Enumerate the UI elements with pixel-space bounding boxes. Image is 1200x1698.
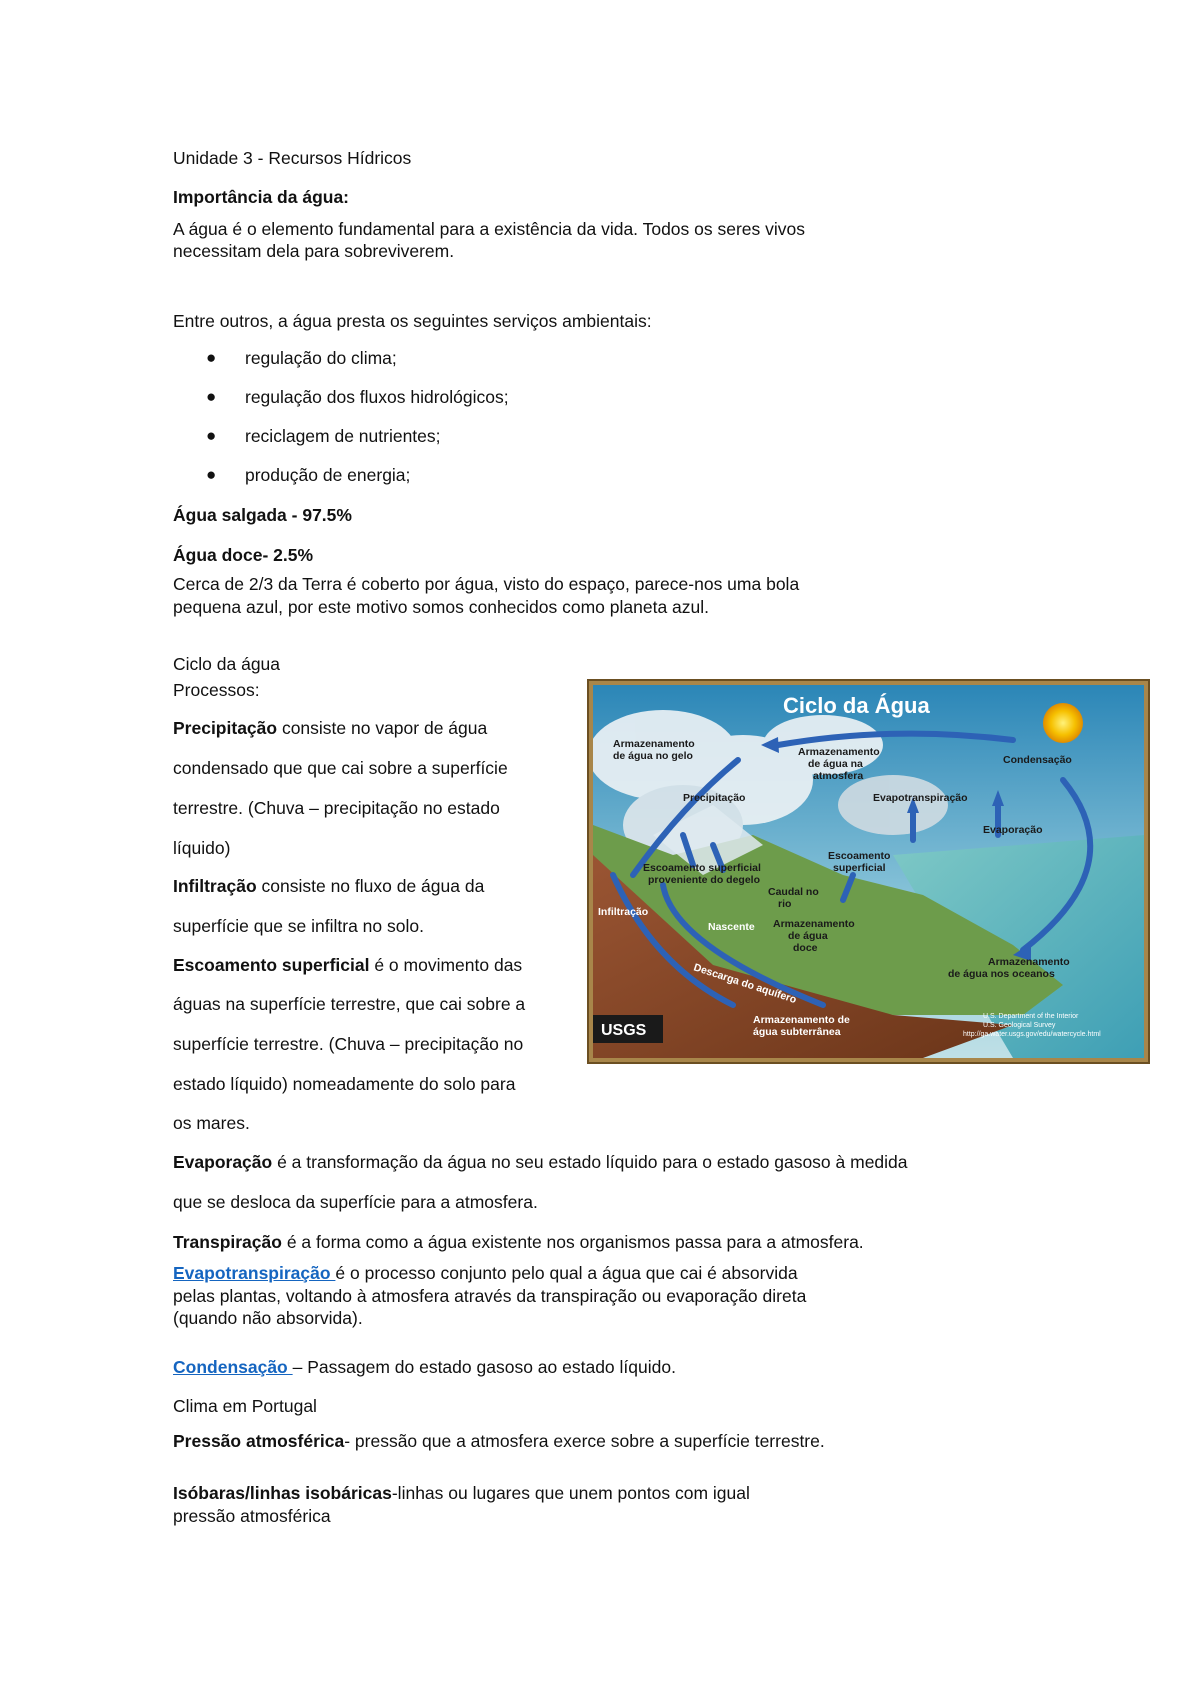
pressure-text: - pressão que a atmosfera exerce sobre a superfície terrestre.	[344, 1431, 825, 1451]
infiltration-line-2: superfície que se infiltra no solo.	[173, 916, 424, 936]
climate-title: Clima em Portugal	[173, 1396, 317, 1416]
label-ocean-storage: Armazenamento	[988, 956, 1070, 968]
earth-line-2: pequena azul, por este motivo somos conhecidos como planeta azul.	[173, 597, 710, 617]
label-surface-runoff: Escoamento	[828, 850, 891, 862]
earth-line-1: Cerca de 2/3 da Terra é coberto por água, visto do espaço, parece-nos uma bola	[173, 574, 800, 594]
services-intro: Entre outros, a água presta os seguintes serviços ambientais:	[173, 311, 652, 331]
precipitation-text: consiste no vapor de água	[277, 718, 488, 738]
runoff-term: Escoamento superficial	[173, 955, 370, 975]
precipitation-line-2: condensado que que cai sobre a superfície	[173, 758, 508, 778]
cycle-title: Ciclo da água	[173, 654, 281, 674]
importance-line-2: necessitam dela para sobreviverem.	[173, 241, 455, 261]
runoff-text: é o movimento das	[369, 955, 523, 975]
list-item: reciclagem de nutrientes;	[245, 426, 441, 446]
label-streamflow: Caudal no	[768, 886, 819, 898]
runoff-line-5: os mares.	[173, 1113, 250, 1133]
runoff-line-4: estado líquido) nomeadamente do solo para	[173, 1074, 516, 1094]
bullet-icon: ●	[206, 465, 217, 484]
evaporation-paragraph	[173, 1151, 908, 1173]
evaporation-line-2: que se desloca da superfície para a atmosfera.	[173, 1192, 538, 1212]
bullet-icon: ●	[206, 348, 217, 367]
credit-line-1: U.S. Department of the Interior	[983, 1013, 1079, 1020]
pressure-paragraph	[173, 1430, 825, 1452]
salt-water-stat: Água salgada - 97.5%	[173, 505, 352, 525]
label-spring: Nascente	[708, 921, 755, 933]
condensation-text: – Passagem do estado gasoso ao estado líquido.	[292, 1357, 676, 1377]
label-groundwater-storage: Armazenamento de	[753, 1014, 850, 1026]
label-evaporation: Evaporação	[983, 824, 1043, 836]
processes-label: Processos:	[173, 680, 260, 700]
evapotranspiration-text: é o processo conjunto pelo qual a água que cai é absorvida	[335, 1263, 798, 1283]
label-infiltration: Infiltração	[598, 906, 649, 918]
label-streamflow-2: rio	[778, 898, 792, 910]
water-cycle-illustration	[593, 685, 1144, 1058]
evapotranspiration-line-3: (quando não absorvida).	[173, 1308, 363, 1328]
label-condensation: Condensação	[1003, 754, 1072, 766]
label-snowmelt-runoff: Escoamento superficial	[643, 862, 761, 874]
list-item: regulação do clima;	[245, 348, 397, 368]
list-item: regulação dos fluxos hidrológicos;	[245, 387, 509, 407]
evapotranspiration-line-2: pelas plantas, voltando à atmosfera através da transpiração ou evaporação direta	[173, 1286, 807, 1306]
figure-title: Ciclo da Água	[783, 693, 930, 718]
isobar-term: Isóbaras/linhas isobáricas	[173, 1483, 392, 1503]
runoff-paragraph	[173, 954, 522, 976]
precipitation-line-4: líquido)	[173, 838, 231, 858]
label-groundwater-storage-2: água subterrânea	[753, 1026, 841, 1038]
label-freshwater-storage: Armazenamento	[773, 918, 855, 930]
label-ocean-storage-2: de água nos oceanos	[948, 968, 1055, 980]
isobar-line-2: pressão atmosférica	[173, 1506, 331, 1526]
importance-heading: Importância da água:	[173, 187, 350, 207]
isobar-paragraph	[173, 1482, 750, 1504]
label-atmosphere-2: de água na	[808, 758, 863, 770]
credit-line-2: U.S. Geological Survey	[983, 1022, 1056, 1029]
isobar-text: -linhas ou lugares que unem pontos com igual	[391, 1483, 750, 1503]
infiltration-term: Infiltração	[173, 876, 257, 896]
evaporation-text: é a transformação da água no seu estado líquido para o estado gasoso à medida	[272, 1152, 908, 1172]
water-cycle-figure	[587, 679, 1150, 1064]
bullet-icon: ●	[206, 387, 217, 406]
list-item: produção de energia;	[245, 465, 411, 485]
evapotranspiration-paragraph	[173, 1262, 798, 1284]
sun-icon	[1043, 703, 1083, 743]
condensation-paragraph	[173, 1356, 676, 1378]
pressure-term: Pressão atmosférica	[173, 1431, 345, 1451]
transpiration-term: Transpiração	[173, 1232, 282, 1252]
usgs-logo: USGS	[601, 1022, 647, 1039]
evaporation-term: Evaporação	[173, 1152, 273, 1172]
label-ice: Armazenamento	[613, 738, 695, 750]
condensation-link[interactable]: Condensação	[173, 1357, 293, 1377]
label-precipitation: Precipitação	[683, 792, 746, 804]
bullet-icon: ●	[206, 426, 217, 445]
label-freshwater-storage-2: de água	[788, 930, 828, 942]
label-surface-runoff-2: superficial	[833, 862, 886, 874]
label-freshwater-storage-3: doce	[793, 942, 818, 954]
evapotranspiration-link[interactable]: Evapotranspiração	[173, 1263, 336, 1283]
unit-title: Unidade 3 - Recursos Hídricos	[173, 148, 412, 168]
precipitation-term: Precipitação	[173, 718, 278, 738]
label-groundwater-discharge: Descarga do aquífero	[692, 961, 798, 1007]
infiltration-text: consiste no fluxo de água da	[256, 876, 485, 896]
transpiration-text: é a forma como a água existente nos organismos passa para a atmosfera.	[281, 1232, 864, 1252]
runoff-line-3: superfície terrestre. (Chuva – precipitação no	[173, 1034, 524, 1054]
credit-line-3: http://ga.water.usgs.gov/edu/watercycle.html	[963, 1031, 1101, 1038]
runoff-line-2: águas na superfície terrestre, que cai sobre a	[173, 994, 526, 1014]
precipitation-paragraph	[173, 717, 487, 739]
infiltration-paragraph	[173, 875, 484, 897]
label-ice-2: de água no gelo	[613, 750, 693, 762]
label-snowmelt-runoff-2: proveniente do degelo	[648, 874, 761, 886]
fresh-water-stat: Água doce- 2.5%	[173, 545, 314, 565]
label-atmosphere: Armazenamento	[798, 746, 880, 758]
importance-line-1: A água é o elemento fundamental para a existência da vida. Todos os seres vivos	[173, 219, 806, 239]
label-atmosphere-3: atmosfera	[813, 770, 864, 782]
label-evapotranspiration: Evapotranspiração	[873, 792, 968, 804]
precipitation-line-3: terrestre. (Chuva – precipitação no estado	[173, 798, 500, 818]
transpiration-paragraph	[173, 1231, 864, 1253]
